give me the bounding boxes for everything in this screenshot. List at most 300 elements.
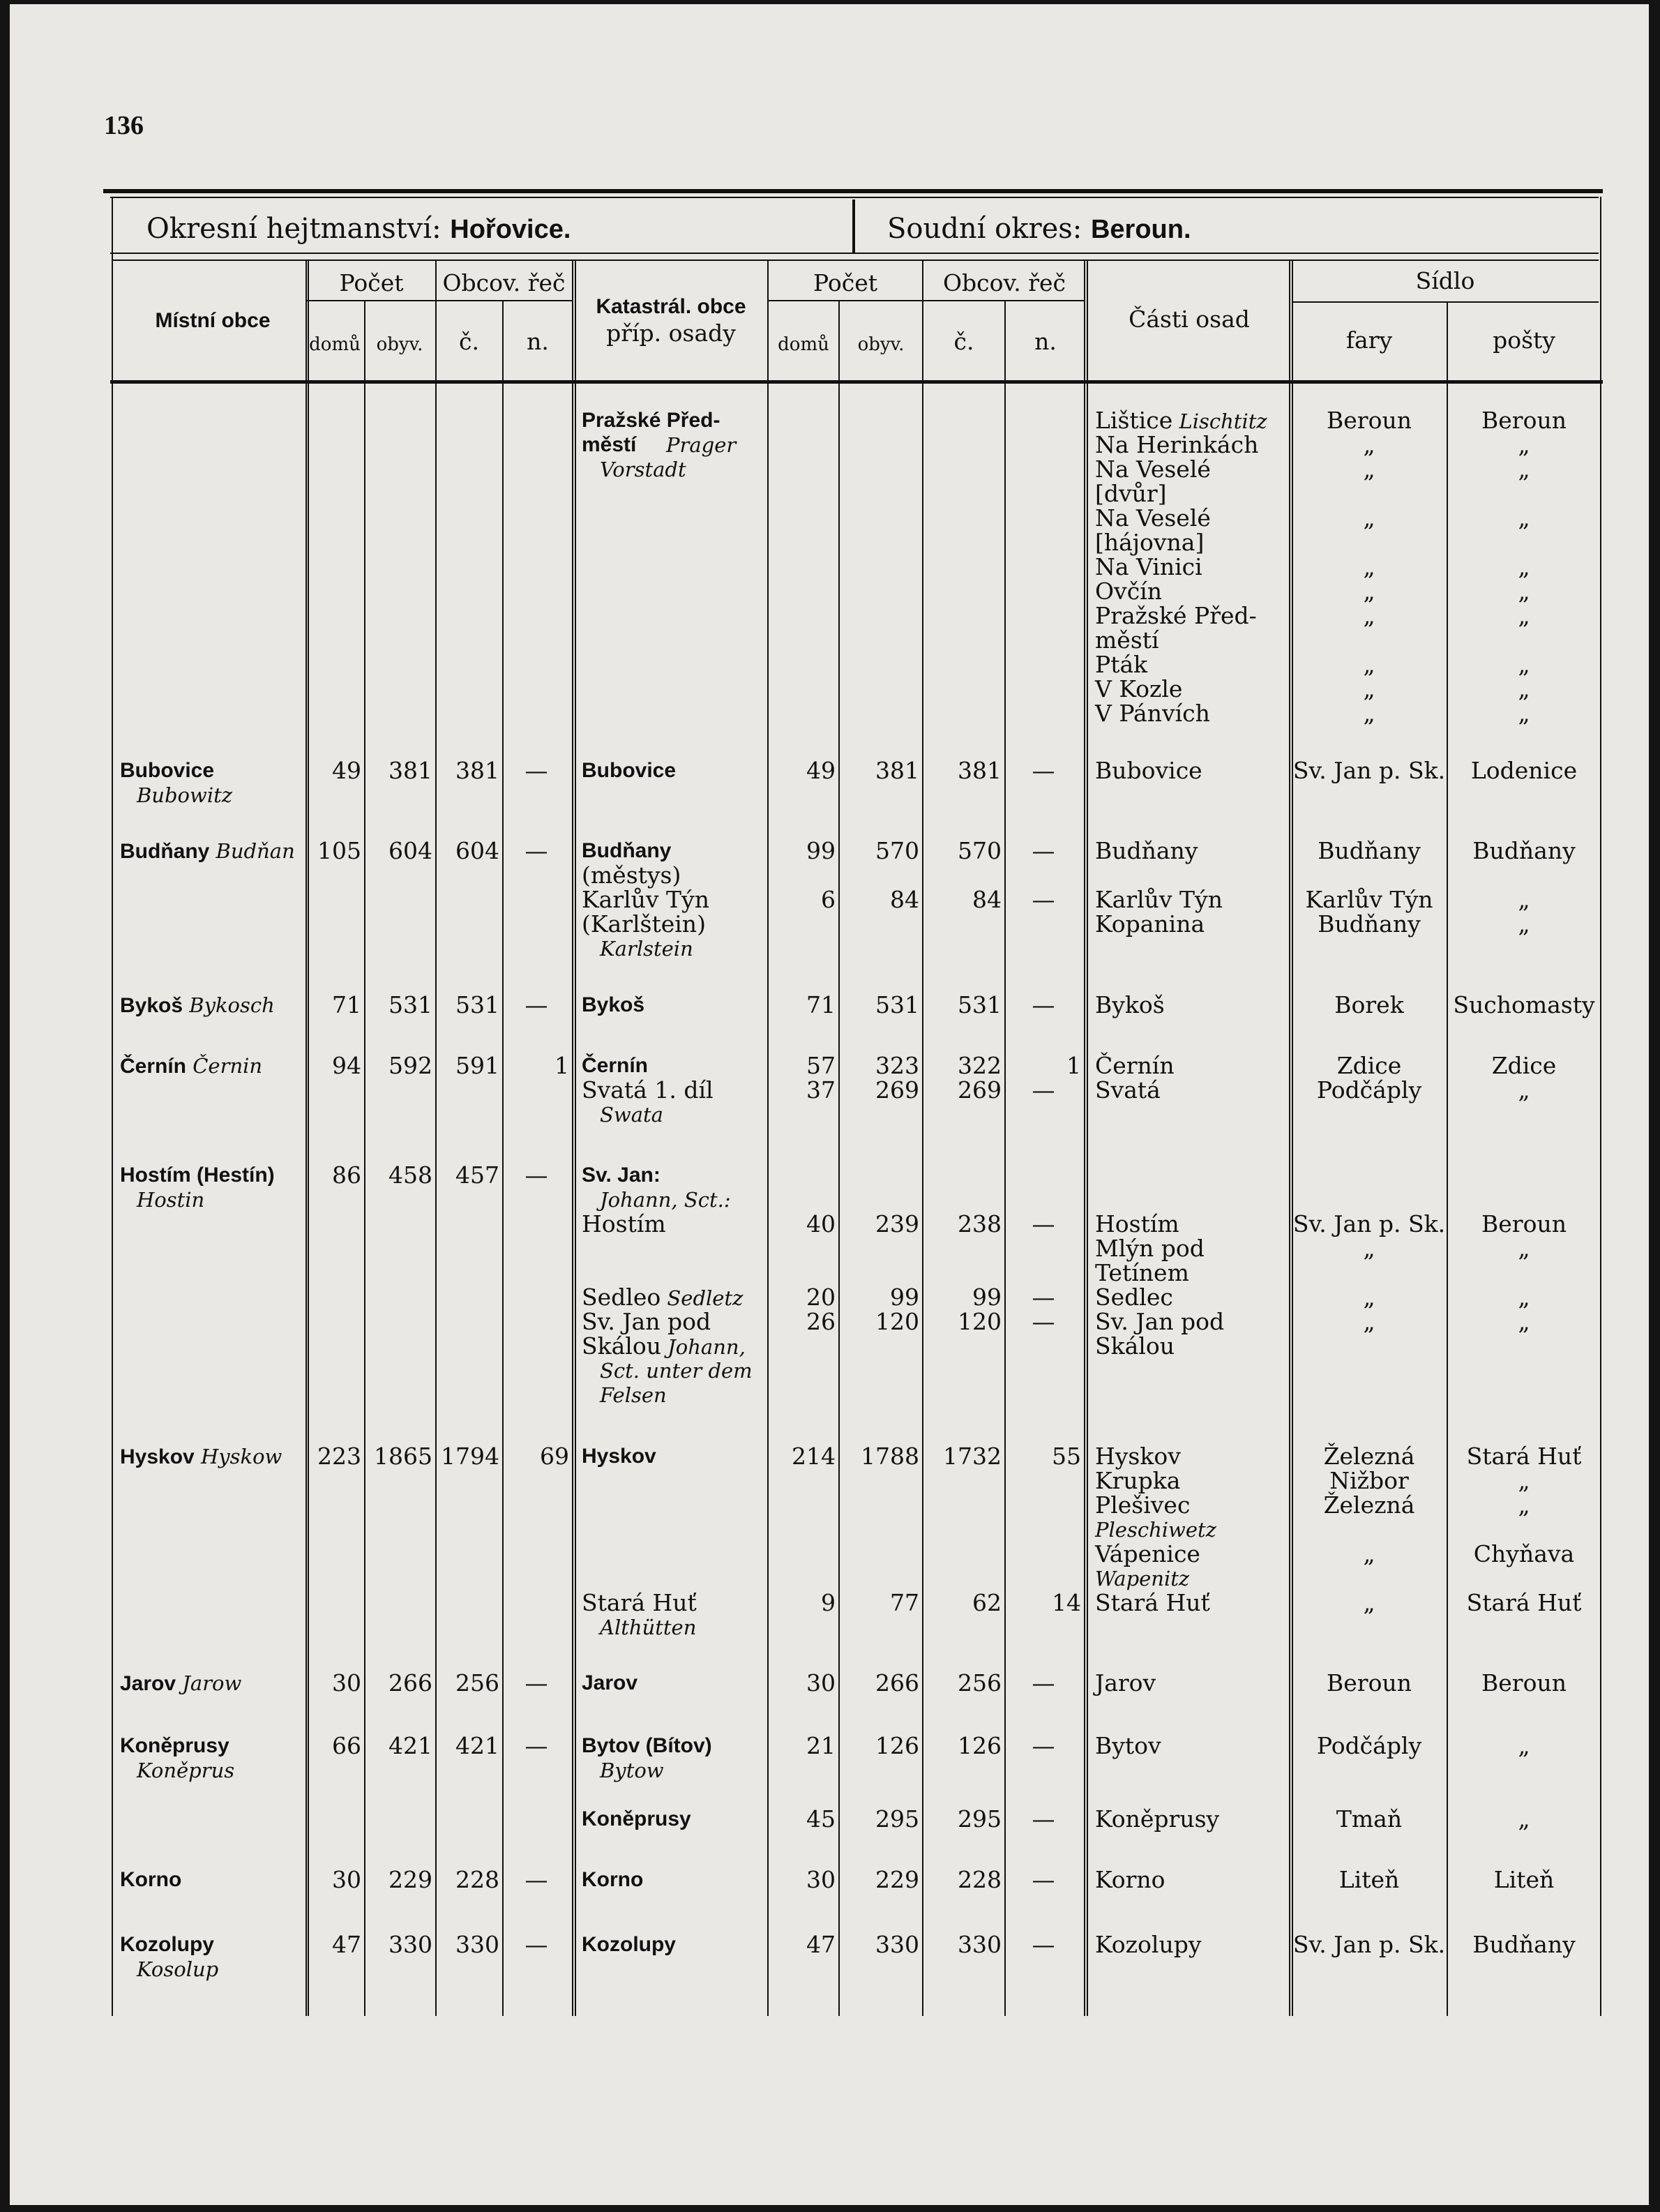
col-domu-1: domů (309, 334, 361, 355)
col-obcov-2: Obcov. řeč (942, 269, 1066, 296)
cell-obec_i: Bubowitz (137, 783, 233, 807)
cell-kat_i: Bytow (600, 1759, 664, 1782)
cell-posta: Lodenice (1470, 757, 1578, 784)
cell-kn: — (1032, 1732, 1055, 1759)
soud-value: Beroun. (1090, 215, 1191, 244)
cell-cast: Lištice Lischtitz (1095, 407, 1267, 434)
cell-obec_i: Koněprus (137, 1759, 235, 1782)
cell-kn: — (1032, 886, 1055, 913)
cell-kc: 126 (958, 1732, 1002, 1759)
cell-fara: „ (1363, 651, 1375, 678)
cell-posta: Budňany (1472, 837, 1576, 864)
cell-kc: 238 (958, 1210, 1002, 1237)
cell-kc: 84 (972, 886, 1002, 913)
cell-katn: (Karlštein) (582, 910, 706, 938)
cell-cast_i: Wapenitz (1095, 1567, 1190, 1590)
col-n-1: n. (527, 328, 549, 355)
cell-posta: „ (1518, 602, 1530, 629)
cell-cast: Budňany (1095, 837, 1198, 864)
cell-n: — (525, 1931, 548, 1958)
cell-posta: „ (1518, 910, 1530, 938)
cell-kat-german: Sedletz (661, 1286, 744, 1310)
cell-kdomu: 30 (806, 1866, 836, 1893)
cell-fara: „ (1363, 1284, 1375, 1311)
cell-obyv: 592 (388, 1052, 432, 1079)
cell-katn: Karlův Týn (582, 886, 709, 913)
cell-domu: 71 (332, 991, 361, 1018)
cell-c: 256 (455, 1669, 499, 1696)
v-rule (838, 300, 840, 2016)
cell-posta: Beroun (1481, 407, 1567, 434)
cell-fara: Zdice (1336, 1052, 1402, 1079)
cell-fara: „ (1363, 431, 1375, 458)
cell-fara: Sv. Jan p. Sk. (1292, 1931, 1446, 1958)
col-domu-2: domů (778, 334, 829, 355)
cell-cast: Černín (1095, 1052, 1175, 1079)
cell-kn: — (1032, 991, 1055, 1018)
cell-fara: Železná (1323, 1443, 1415, 1470)
cell-obec: Korno (120, 1868, 182, 1891)
cell-katn: Skálou Johann, (582, 1332, 746, 1360)
cell-cast: Pták (1095, 651, 1148, 678)
cell-kobyv: 266 (875, 1669, 919, 1696)
cell-posta: „ (1518, 431, 1530, 458)
cell-cast: Hostím (1095, 1210, 1179, 1237)
cell-katn: Sedleo Sedletz (582, 1284, 744, 1311)
cell-kobyv: 229 (875, 1866, 919, 1893)
cell-cast: Bykoš (1095, 991, 1165, 1018)
col-obyv-1: obyv. (376, 334, 423, 355)
cell-kobyv: 295 (875, 1805, 919, 1833)
cell-obec-german: Jarow (176, 1671, 242, 1695)
h-rule (110, 197, 1599, 198)
cell-kdomu: 71 (806, 991, 836, 1018)
cell-posta: Liteň (1493, 1866, 1555, 1893)
cell-c: 531 (455, 991, 499, 1018)
cell-obec: Koněprusy (120, 1734, 229, 1757)
cell-kdomu: 214 (792, 1443, 836, 1470)
cell-cast: Jarov (1095, 1669, 1156, 1696)
cell-posta: „ (1518, 1467, 1530, 1494)
cell-obec: Černín Černin (120, 1054, 263, 1078)
col-pocet-1: Počet (339, 269, 404, 296)
cell-cast-german: Lischtitz (1172, 409, 1267, 433)
cell-cast: Svatá (1095, 1076, 1161, 1104)
cell-fara: Sv. Jan p. Sk. (1292, 1210, 1446, 1237)
col-c-1: č. (459, 328, 479, 355)
cell-posta: „ (1518, 456, 1530, 483)
cell-cast: Hyskov (1095, 1443, 1181, 1470)
header-okres (146, 213, 571, 245)
cell-kat_i: Vorstadt (600, 458, 686, 481)
cell-posta: Suchomasty (1453, 991, 1595, 1018)
cell-cast: Ovčín (1095, 578, 1162, 605)
cell-kn: — (1032, 1866, 1055, 1893)
cell-obyv: 531 (388, 991, 432, 1018)
cell-kn: 1 (1066, 1052, 1081, 1079)
cell-kn: — (1032, 1308, 1055, 1335)
cell-cast: Skálou (1095, 1332, 1175, 1360)
cell-kc: 381 (958, 757, 1002, 784)
cell-fara: Podčáply (1316, 1732, 1422, 1759)
cell-katn: Sv. Jan pod (582, 1308, 711, 1335)
cell-kobyv: 239 (875, 1210, 919, 1237)
h-rule (113, 259, 1599, 261)
cell-kdomu: 30 (806, 1669, 836, 1696)
cell-cast: Krupka (1095, 1467, 1181, 1494)
v-rule (364, 300, 365, 2016)
cell-kat_i: Karlstein (600, 937, 693, 961)
cell-posta: Zdice (1491, 1052, 1557, 1079)
cell-posta: „ (1518, 1805, 1530, 1833)
cell-kc: 256 (958, 1669, 1002, 1696)
page-number: 136 (104, 111, 144, 140)
cell-posta: „ (1518, 886, 1530, 913)
cell-domu: 49 (332, 757, 361, 784)
cell-fara: „ (1363, 578, 1375, 605)
cell-n: — (525, 837, 548, 864)
cell-kc: 322 (958, 1052, 1002, 1079)
cell-kat: Koněprusy (582, 1807, 691, 1830)
cell-posta: „ (1518, 553, 1530, 580)
cell-posta: Chyňava (1473, 1540, 1575, 1567)
cell-fara: „ (1363, 1308, 1375, 1335)
cell-kdomu: 49 (806, 757, 836, 784)
cell-kobyv: 84 (890, 886, 919, 913)
cell-cast_i: Pleschiwetz (1095, 1518, 1216, 1542)
cell-fara: Tmaň (1336, 1805, 1403, 1833)
col-fary: fary (1345, 326, 1393, 354)
cell-kdomu: 47 (806, 1931, 836, 1958)
cell-kn: — (1032, 1284, 1055, 1311)
cell-obyv: 381 (388, 757, 432, 784)
cell-cast: Na Veselé (1095, 504, 1211, 532)
col-katastr-2: příp. osady (606, 319, 736, 347)
cell-posta: Stará Huť (1466, 1589, 1582, 1616)
cell-n: — (525, 1732, 548, 1759)
cell-kobyv: 269 (875, 1076, 919, 1104)
cell-katn: Svatá 1. díl (582, 1076, 714, 1104)
cell-posta: „ (1518, 675, 1530, 702)
cell-cast: Kopanina (1095, 910, 1205, 938)
cell-fara: „ (1363, 1589, 1375, 1616)
v-rule (1289, 259, 1290, 2016)
cell-obyv: 421 (388, 1732, 432, 1759)
col-sidlo: Sídlo (1415, 267, 1475, 294)
cell-kdomu: 6 (821, 886, 836, 913)
cell-fara: Budňany (1318, 837, 1421, 864)
cell-kobyv: 99 (890, 1284, 919, 1311)
cell-katn: Hostím (582, 1210, 666, 1237)
cell-kobyv: 126 (875, 1732, 919, 1759)
cell-fara: Sv. Jan p. Sk. (1292, 757, 1446, 784)
cell-fara: „ (1363, 504, 1375, 532)
cell-kdomu: 21 (806, 1732, 836, 1759)
header-soud (887, 213, 1191, 245)
cell-domu: 86 (332, 1161, 361, 1189)
cell-cast: Na Herinkách (1095, 431, 1259, 458)
cell-cast: Bytov (1095, 1732, 1161, 1759)
col-posty: pošty (1493, 326, 1555, 354)
cell-c: 591 (455, 1052, 499, 1079)
cell-c: 421 (455, 1732, 499, 1759)
cell-obyv: 330 (388, 1931, 432, 1958)
h-rule (769, 300, 1085, 301)
cell-kc: 1732 (943, 1443, 1002, 1470)
cell-kdomu: 40 (806, 1210, 836, 1237)
cell-kc: 62 (972, 1589, 1002, 1616)
cell-obyv: 458 (388, 1161, 432, 1189)
cell-kdomu: 57 (806, 1052, 836, 1079)
cell-kn: — (1032, 1805, 1055, 1833)
cell-posta: „ (1518, 1284, 1530, 1311)
cell-posta: „ (1518, 1308, 1530, 1335)
cell-n: — (525, 1161, 548, 1189)
cell-kat_i: Sct. unter dem (600, 1359, 753, 1383)
cell-posta: „ (1518, 1076, 1530, 1104)
cell-kn: — (1032, 757, 1055, 784)
cell-n: 69 (540, 1443, 569, 1470)
cell-kc: 99 (972, 1284, 1002, 1311)
cell-cast: Koněprusy (1095, 1805, 1220, 1833)
cell-obyv: 1865 (374, 1443, 432, 1470)
cell-cast: Tetínem (1095, 1259, 1189, 1286)
cell-cast: [dvůr] (1095, 480, 1167, 507)
v-rule (1004, 300, 1006, 2016)
cell-posta: „ (1518, 700, 1530, 727)
cell-domu: 223 (317, 1443, 361, 1470)
cell-domu: 47 (332, 1931, 361, 1958)
cell-kn: — (1032, 1669, 1055, 1696)
okres-value: Hořovice. (450, 215, 571, 244)
cell-cast: Pražské Před- (1095, 602, 1257, 629)
cell-kobyv: 330 (875, 1931, 919, 1958)
cell-kn: 55 (1052, 1443, 1081, 1470)
cell-fara: Karlův Týn (1305, 886, 1433, 913)
cell-obec: Hostím (Hestín) (120, 1164, 275, 1187)
cell-kc: 330 (958, 1931, 1002, 1958)
cell-posta: „ (1518, 578, 1530, 605)
cell-domu: 66 (332, 1732, 361, 1759)
cell-cast: V Pánvích (1095, 700, 1210, 727)
cell-c: 330 (455, 1931, 499, 1958)
col-c-2: č. (953, 328, 974, 355)
cell-cast: V Kozle (1095, 675, 1183, 702)
cell-fara: „ (1363, 602, 1375, 629)
cell-fara: Železná (1323, 1491, 1415, 1519)
cell-kobyv: 570 (875, 837, 919, 864)
cell-kat: Budňany (582, 839, 672, 862)
v-rule (572, 259, 573, 2016)
cell-obec: Bubovice (120, 759, 215, 782)
cell-cast: Sedlec (1095, 1284, 1173, 1311)
cell-fara: Beroun (1327, 1669, 1412, 1696)
cell-cast: Korno (1095, 1866, 1165, 1893)
cell-katn: Stará Huť (582, 1589, 697, 1616)
cell-kc: 269 (958, 1076, 1002, 1104)
cell-kat: Bykoš (582, 993, 645, 1016)
cell-c: 457 (455, 1161, 499, 1189)
cell-kdomu: 37 (806, 1076, 836, 1104)
cell-kat: Pražské Před- (582, 409, 720, 432)
cell-fara: „ (1363, 675, 1375, 702)
v-rule (1600, 197, 1601, 2016)
cell-fara: Podčáply (1316, 1076, 1422, 1104)
cell-obec-german: Černin (186, 1054, 263, 1078)
cell-kdomu: 9 (821, 1589, 836, 1616)
cell-cast: Mlýn pod (1095, 1235, 1205, 1262)
cell-kat_i: Althütten (600, 1616, 697, 1639)
cell-domu: 105 (317, 837, 361, 864)
v-rule (575, 259, 576, 2016)
cell-kn: — (1032, 1076, 1055, 1104)
cell-cast: Plešivec (1095, 1491, 1191, 1519)
cell-kobyv: 120 (875, 1308, 919, 1335)
cell-n: — (525, 991, 548, 1018)
h-rule (110, 253, 1599, 254)
cell-posta: „ (1518, 651, 1530, 678)
col-pocet-2: Počet (813, 269, 877, 296)
cell-cast: městí (1095, 626, 1159, 654)
cell-kobyv: 381 (875, 757, 919, 784)
cell-kobyv: 77 (890, 1589, 919, 1616)
cell-n: — (525, 1669, 548, 1696)
cell-kobyv: 531 (875, 991, 919, 1018)
cell-kat_i: Felsen (600, 1383, 667, 1407)
cell-kn: — (1032, 837, 1055, 864)
cell-kat: Sv. Jan: (582, 1164, 661, 1187)
cell-kc: 228 (958, 1866, 1002, 1893)
col-casti-osad: Části osad (1129, 306, 1250, 333)
cell-obyv: 604 (388, 837, 432, 864)
h-rule (307, 300, 573, 301)
cell-cast: [hájovna] (1095, 529, 1205, 556)
okres-label: Okresní hejtmanství: (146, 213, 442, 245)
cell-kat: Korno (582, 1868, 644, 1891)
cell-obec: Hyskov Hyskow (120, 1445, 282, 1468)
cell-kdomu: 45 (806, 1805, 836, 1833)
cell-kat: Bubovice (582, 759, 677, 782)
cell-kn: 14 (1052, 1589, 1081, 1616)
cell-fara: „ (1363, 700, 1375, 727)
cell-cast: Bubovice (1095, 757, 1202, 784)
cell-katn: (městys) (582, 862, 681, 889)
cell-kc: 120 (958, 1308, 1002, 1335)
cell-kat-german: Johann, (661, 1335, 746, 1359)
cell-obec_i: Hostin (137, 1188, 205, 1212)
cell-obec: Jarov Jarow (120, 1671, 242, 1695)
cell-obec: Bykoš Bykosch (120, 993, 275, 1017)
cell-fara: „ (1363, 1235, 1375, 1262)
col-obcov-1: Obcov. řeč (442, 269, 566, 296)
v-rule (502, 300, 504, 2016)
cell-cast: Sv. Jan pod (1095, 1308, 1225, 1335)
cell-c: 381 (455, 757, 499, 784)
cell-kobyv: 1788 (861, 1443, 919, 1470)
cell-kc: 531 (958, 991, 1002, 1018)
cell-posta: Budňany (1472, 1931, 1576, 1958)
cell-cast: Vápenice (1095, 1540, 1200, 1567)
cell-c: 604 (455, 837, 499, 864)
col-obyv-2: obyv. (857, 334, 905, 355)
cell-kc: 570 (958, 837, 1002, 864)
cell-kobyv: 323 (875, 1052, 919, 1079)
cell-fara: „ (1363, 456, 1375, 483)
soud-label: Soudní okres: (887, 213, 1082, 245)
v-rule (1084, 259, 1085, 2016)
cell-obec-german: Bykosch (183, 993, 275, 1017)
cell-kn: — (1032, 1210, 1055, 1237)
cell-fara: Nižbor (1329, 1467, 1409, 1494)
cell-n: — (525, 1866, 548, 1893)
cell-kat: městí (582, 433, 637, 456)
cell-kat_i: Johann, Sct.: (600, 1188, 731, 1212)
cell-posta: Beroun (1481, 1210, 1567, 1237)
cell-posta: „ (1518, 1235, 1530, 1262)
cell-obec-german: Hyskow (194, 1445, 282, 1468)
cell-kat: Bytov (Bítov) (582, 1734, 712, 1757)
cell-posta: „ (1518, 1491, 1530, 1519)
cell-n: — (525, 757, 548, 784)
cell-obyv: 229 (388, 1866, 432, 1893)
col-n-2: n. (1034, 328, 1057, 355)
cell-posta: Stará Huť (1466, 1443, 1582, 1470)
cell-fara: „ (1363, 553, 1375, 580)
v-rule (112, 197, 113, 2016)
cell-cast: Na Vinici (1095, 553, 1202, 580)
cell-kc: 295 (958, 1805, 1002, 1833)
col-mistni-obce: Místní obce (155, 309, 271, 332)
cell-fara: Beroun (1327, 407, 1412, 434)
cell-cast: Na Veselé (1095, 456, 1211, 483)
v-rule (1087, 259, 1088, 2016)
cell-kat: Hyskov (582, 1445, 656, 1468)
cell-c: 228 (455, 1866, 499, 1893)
cell-kdomu: 26 (806, 1308, 836, 1335)
cell-c: 1794 (441, 1443, 499, 1470)
cell-kat: Jarov (582, 1671, 638, 1694)
h-rule (110, 380, 1603, 384)
cell-kdomu: 20 (806, 1284, 836, 1311)
cell-kdomu: 99 (806, 837, 836, 864)
cell-n: 1 (554, 1052, 569, 1079)
cell-obyv: 266 (388, 1669, 432, 1696)
col-katastr-1: Katastrál. obce (596, 295, 746, 318)
cell-obec: Budňany Budňan (120, 839, 295, 863)
h-rule (1292, 301, 1599, 303)
cell-posta: „ (1518, 504, 1530, 532)
cell-domu: 30 (332, 1866, 361, 1893)
cell-domu: 30 (332, 1669, 361, 1696)
cell-domu: 94 (332, 1052, 361, 1079)
cell-fara: Borek (1334, 991, 1404, 1018)
cell-fara: „ (1363, 1540, 1375, 1567)
cell-kn: — (1032, 1931, 1055, 1958)
cell-cast: Kozolupy (1095, 1931, 1202, 1958)
cell-fara: Budňany (1318, 910, 1421, 938)
cell-kat_i: Swata (600, 1103, 663, 1127)
cell-obec-german: Budňan (209, 839, 295, 863)
cell-kat: Černín (582, 1054, 649, 1077)
v-rule (852, 200, 855, 253)
cell-fara: Liteň (1338, 1866, 1400, 1893)
cell-posta: Beroun (1481, 1669, 1567, 1696)
cell-kat: Kozolupy (582, 1933, 676, 1956)
cell-cast: Karlův Týn (1095, 886, 1223, 913)
cell-obec: Kozolupy (120, 1933, 214, 1956)
cell-posta: „ (1518, 1732, 1530, 1759)
h-rule (103, 189, 1603, 193)
